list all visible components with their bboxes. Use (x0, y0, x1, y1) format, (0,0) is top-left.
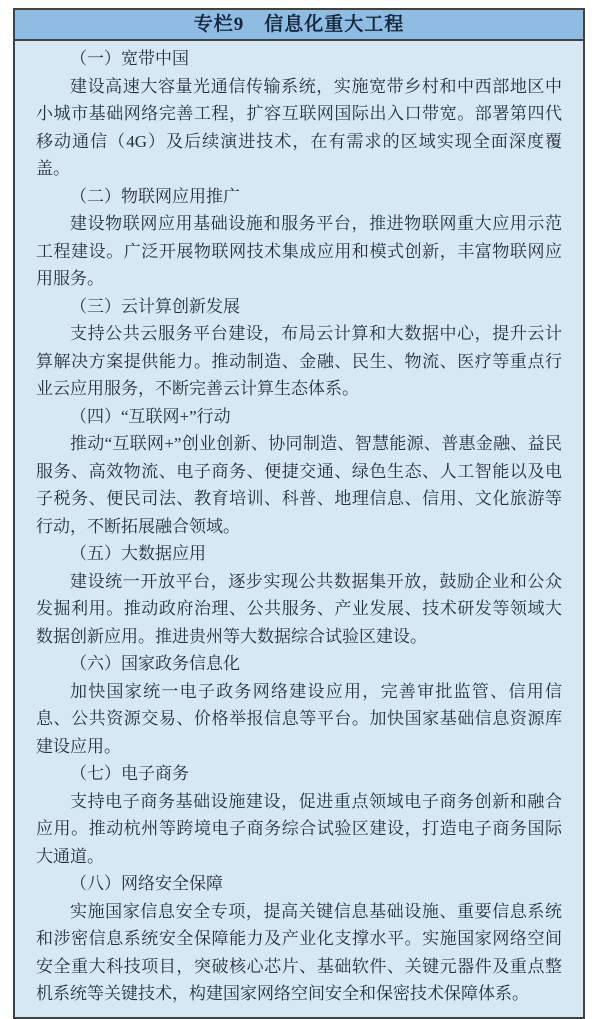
section-heading: （六）国家政务信息化 (70, 654, 240, 673)
box-title: 专栏9 信息化重大工程 (15, 10, 583, 41)
section-body-text: 支持电子商务基础设施建设，促进重点领域电子商务创新和融合应用。推动杭州等跨境电子商务综合试验区建设，打造电子商务国际大通道。 (36, 791, 562, 866)
section-internet-plus (36, 403, 562, 541)
section-egovernment (36, 650, 562, 760)
box-body (15, 41, 583, 1017)
section-heading: （三）云计算创新发展 (70, 296, 240, 316)
section-iot (36, 183, 562, 293)
section-heading: （二）物联网应用推广 (70, 186, 240, 206)
section-cloud-computing (36, 293, 562, 403)
section-heading: （七）电子商务 (70, 764, 189, 783)
section-body-text: 建设高速大容量光通信传输系统，实施宽带乡村和中西部地区中小城市基础网络完善工程，扩容互联网国际出入口带宽。部署第四代移动通信（4G）及后续演进技术，在有需求的区域实现全面深度覆盖。 (36, 76, 562, 178)
section-ecommerce (36, 760, 562, 870)
section-heading: （八）网络安全保障 (70, 874, 223, 893)
section-body-text: 建设统一开放平台，逐步实现公共数据集开放，鼓励企业和公众发掘利用。推动政府治理、公共服务、产业发展、技术研发等领域大数据创新应用。推进贵州等大数据综合试验区建设。 (36, 571, 562, 646)
section-heading: （一）宽带中国 (70, 49, 189, 68)
section-big-data (36, 540, 562, 650)
section-body-text: 支持公共云服务平台建设，布局云计算和大数据中心，提升云计算解决方案提供能力。推动制造、金融、民生、物流、医疗等重点行业云应用服务，不断完善云计算生态体系。 (36, 324, 562, 398)
info-box (13, 8, 585, 1019)
section-heading: （五）大数据应用 (70, 544, 206, 563)
section-broadband-china (36, 45, 562, 183)
section-cybersecurity (36, 870, 562, 1008)
section-body-text: 推动“互联网+”创业创新、协同制造、智慧能源、普惠金融、益民服务、高效物流、电子商务、便捷交通、绿色生态、人工智能以及电子税务、便民司法、教育培训、科普、地理信息、信用、文化旅游等行动，不断拓展融合领域。 (36, 434, 562, 536)
section-heading: （四）“互联网+”行动 (70, 406, 231, 426)
section-body-text: 实施国家信息安全专项，提高关键信息基础设施、重要信息系统和涉密信息系统安全保障能力及产业化支撑水平。实施国家网络空间安全重大科技项目，突破核心芯片、基础软件、关键元器件及重点整机系统等关键技术，构建国家网络空间安全和保密技术保障体系。 (36, 901, 562, 1003)
section-body-text: 加快国家统一电子政务网络建设应用，完善审批监管、信用信息、公共资源交易、价格举报信息等平台。加快国家基础信息资源库建设应用。 (36, 681, 562, 756)
section-body-text: 建设物联网应用基础设施和服务平台，推进物联网重大应用示范工程建设。广泛开展物联网技术集成应用和模式创新，丰富物联网应用服务。 (36, 214, 562, 288)
